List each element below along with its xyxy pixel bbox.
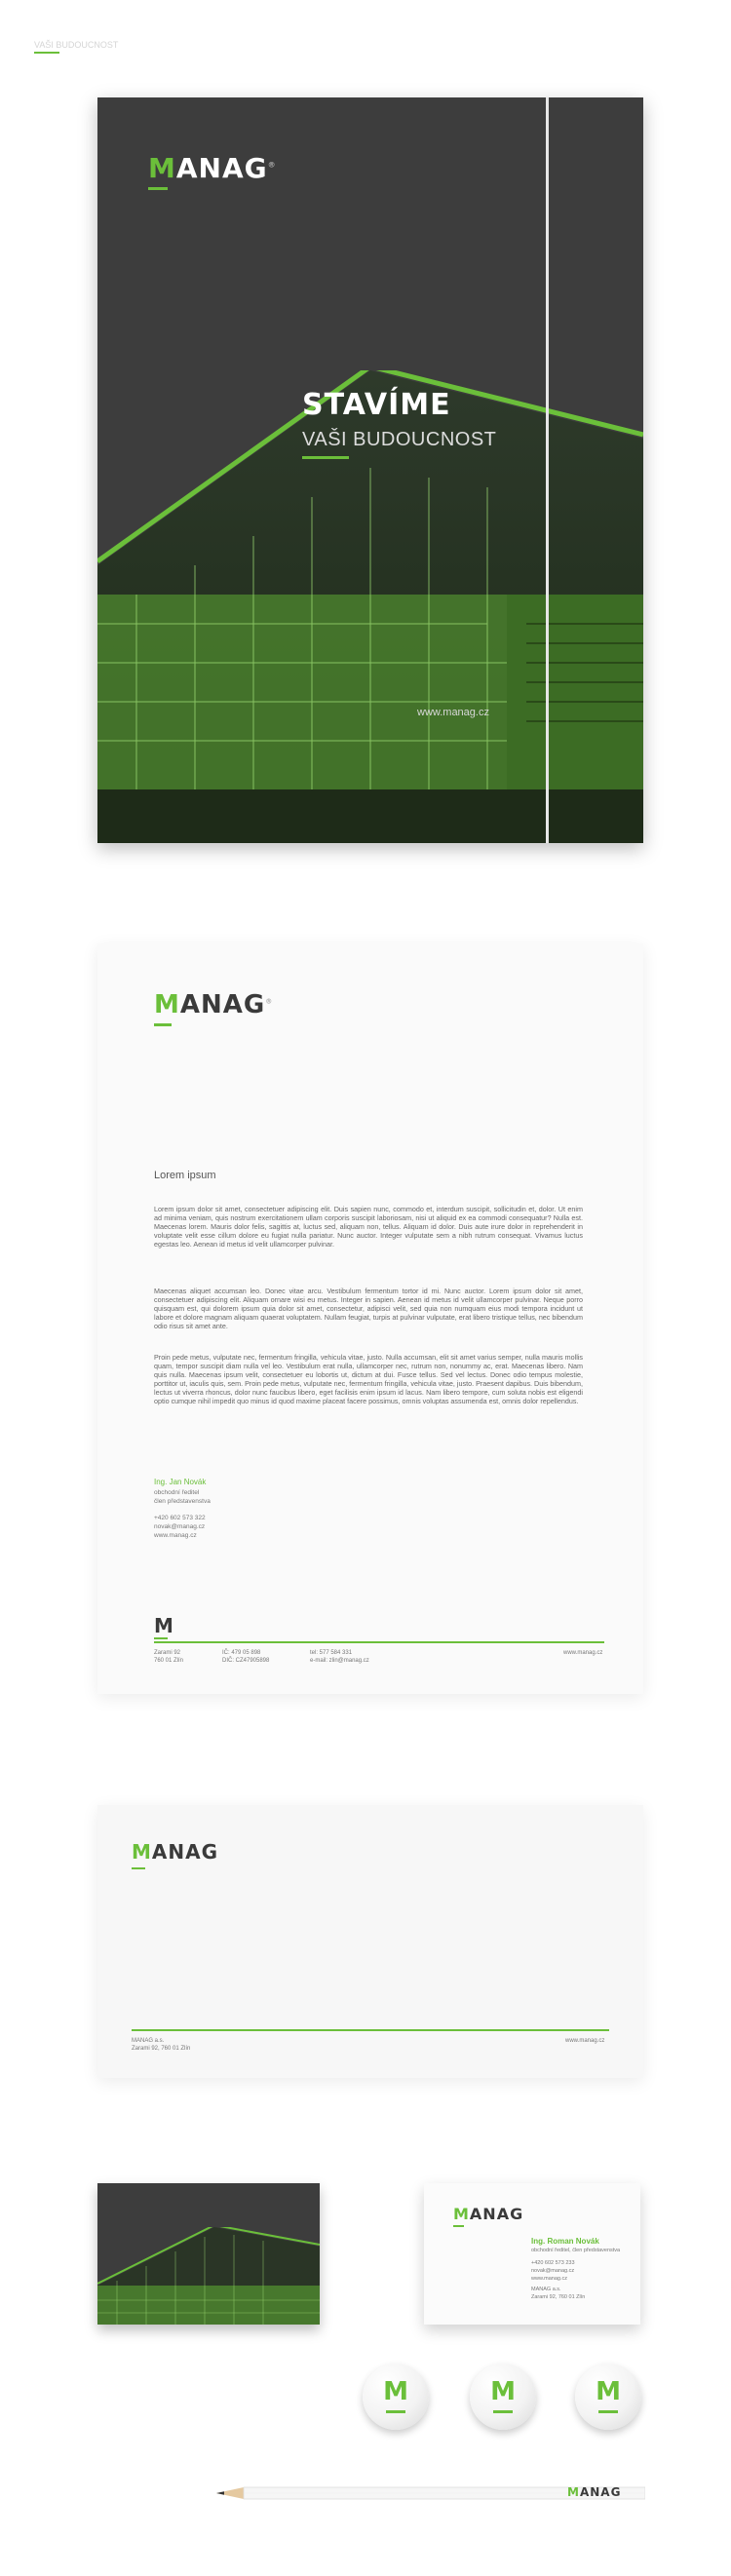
letter-paragraph: Maecenas aliquet accumsan leo. Donec vitae arcu. Vestibulum fermentum tortor id mi. Nunc auctor. Lorem ipsum dolor sit amet, consectetuer adipiscing elit. Aliquam ornare wisi eu metus. Integer in sapien. Aenean id metus id velit ullamcorper pulvinar. Neque porro quisquam est, qui dolorem ipsum quia dolor sit amet, consectetur, adipisci velit, sed quia non numquam eius modi tempora incidunt ut labore et dolore magnam aliquam quaerat voluptatem. Nullam feugiat, turpis at pulvinar vulputate, erat libero tristique tellus, nec bibendum odio risus sit amet ante. (154, 1287, 583, 1330)
signature-phone: +420 602 573 322 (154, 1515, 206, 1521)
footer-divider (154, 1641, 604, 1643)
folder-website: www.manag.cz (417, 707, 489, 718)
letter-paragraph: Proin pede metus, vulputate nec, fermentum fringilla, vehicula vitae, justo. Nulla accumsan, elit sit amet varius semper, nulla mauris mollis quam, tempor suscipit diam nulla vel leo. Vestibulum erat nulla, ullamcorper nec, rutrum non, nonummy ac, erat. Maecenas libero. Nam quis nulla. Maecenas ipsum velit, consectetuer eu lobortis ut, dictum at dui. Fusce tellus. Sed vel lectus. Donec odio tempus molestie, porttitor ut, iaculis quis, sem. Proin pede metus, vulputate nec, fermentum fringilla, vehicula vitae, justo. Praesent dapibus. Duis bibendum, lectus ut viverra rhoncus, dolor nunc faucibus libero, eget facilisis enim ipsum id lacus. Nam libero tempore, cum soluta nobis est eligendi optio cumque nihil impedit quo minus id quod maxime placeat facere possimus, omnis voluptas assumenda est, omnis dolor repellendus. (154, 1353, 583, 1405)
signature-email: novak@manag.cz (154, 1523, 206, 1530)
signature-role: člen představenstva (154, 1498, 211, 1505)
business-card-front (97, 2183, 320, 2325)
letterhead-logo: MANAG® (154, 990, 274, 1019)
letter-paragraph: Lorem ipsum dolor sit amet, consectetuer adipiscing elit. Duis sapien nunc, commodo et, interdum suscipit, sollicitudin et, dolor. Ut enim ad minima veniam, quis nostrum exercitationem ullam corporis suscipit laboriosam, nisi ut aliquid ex ea commodi consequatur? Nulla est. Maecenas lorem. Mauris dolor felis, sagittis at, luctus sed, aliquam non, tellus. Aliquam id dolor. Duis aute irure dolor in reprehenderit in voluptate velit esse cillum dolore eu fugiat nulla pariatur. Nunc auctor. Integer vulputate sem a nibh rutrum consequat. Vivamus luctus egestas leo. Aenean id metus id velit ullamcorper pulvinar. (154, 1205, 583, 1249)
footer-monogram-underline (154, 1637, 168, 1639)
letterhead (97, 943, 643, 1694)
footer-contact: tel: 577 584 331 e-mail: zlin@manag.cz (310, 1650, 369, 1664)
card-web: www.manag.cz (531, 2276, 567, 2282)
envelope-logo: MANAG (132, 1840, 219, 1864)
footer-ids: IČ: 479 05 898 DIČ: CZ47905898 (222, 1650, 270, 1664)
folder-headline: STAVÍME (302, 388, 451, 422)
folder-logo: MANAG® (148, 152, 277, 184)
card-person-name: Ing. Roman Novák (531, 2237, 599, 2246)
envelope-sender: MANAG a.s. Zarami 92, 760 01 Zlín (132, 2038, 191, 2052)
card-headline: STAVÍME (34, 21, 100, 37)
footer-monogram: M (154, 1614, 173, 1637)
card-logo-underline (453, 2225, 464, 2227)
pencil-logo: MANAG (567, 2485, 622, 2499)
letterhead-logo-underline (154, 1023, 172, 1026)
signature-name: Ing. Jan Novák (154, 1478, 207, 1486)
card-email: novak@manag.cz (531, 2268, 575, 2274)
card-person-role: obchodní ředitel, člen představenstva (531, 2248, 621, 2253)
signature-web: www.manag.cz (154, 1532, 197, 1539)
badge-button: M (363, 2364, 429, 2430)
signature-role: obchodní ředitel (154, 1489, 200, 1496)
card-address: Zarami 92, 760 01 Zlín (531, 2294, 586, 2300)
envelope (97, 1805, 643, 2078)
footer-address: Zarami 92 760 01 Zlín (154, 1650, 184, 1664)
envelope-logo-underline (132, 1867, 145, 1869)
badge-button: M (575, 2364, 641, 2430)
presentation-folder (97, 97, 643, 843)
envelope-divider (132, 2029, 609, 2031)
envelope-web: www.manag.cz (565, 2038, 605, 2044)
letter-title: Lorem ipsum (154, 1170, 216, 1181)
card-company: MANAG a.s. (531, 2287, 561, 2292)
card-logo: MANAG (453, 2205, 524, 2223)
footer-web: www.manag.cz (563, 1650, 603, 1656)
card-building-photo (97, 2227, 320, 2325)
folder-logo-underline (148, 187, 168, 190)
folder-flap-edge (546, 97, 549, 843)
folder-subheadline: VAŠI BUDOUCNOST (302, 429, 497, 450)
badge-button: M (470, 2364, 536, 2430)
card-accent-line (34, 52, 59, 54)
folder-accent-line (302, 456, 349, 459)
business-card-back (424, 2183, 640, 2325)
card-phone: +420 602 573 233 (531, 2260, 575, 2266)
card-subheadline: VAŠI BUDOUCNOST (34, 40, 119, 50)
